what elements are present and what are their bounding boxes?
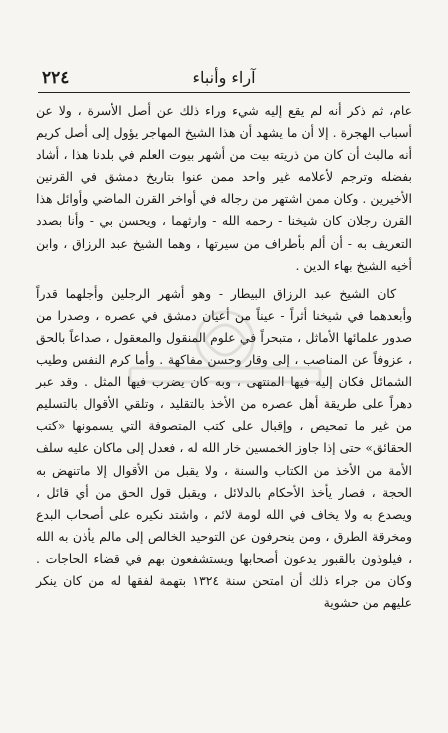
paragraph-1: عام، ثم ذكر أنه لم يقع إليه شيء وراء ذلك عن أصل الأسرة ، ولا عن أسباب الهجرة . إلا أن ما يشهد أن هذا الشيخ المهاجر يؤول إلى أصل كريم أنه مالبث أن كان من ذريته بيت من أشهر بيوت العلم في بلدنا هذا ، أشاد بفضله وترجم لأعلامه غير واحد ممن عنوا بتاريخ دمشق في القرنين الأخيرين . وكان ممن اشتهر من رجاله في أواخر القرن الماضي وأوائل هذا القرن رجلان كان شيخنا - رحمه الله - وارثهما ، ويحسن بي - وأنا بصدد التعريف به - أن ألم بأطراف من سيرتها ، وهما الشيخ عبد الرزاق ، وابن أخيه الشيخ بهاء الدين .: [36, 103, 412, 273]
running-title: آراء وأنباء: [192, 68, 256, 87]
body-text: [36, 100, 412, 614]
page-number: ٢٢٤: [42, 68, 70, 88]
paragraph-2: كان الشيخ عبد الرزاق البيطار - وهو أشهر الرجلين وأجلهما قدراً وأبعدهما في شيخنا أثراً - عيناً من أعيان دمشق في عصره ، وصدرا من صدور علمائها الأماثل ، متبحراً في علوم المنقول والمعقول ، صداعاً بالحق ، عزوفاً عن المناصب ، إلى وقار وحسن مفاكهة . وأما كرم النفس وطيب الشمائل فكان إليه فيها المنتهى ، وبه كان يضرب فيها المثل . وقد عبر دهراً على طريقة أهل عصره من الأخذ بالتقليد ، وتلقي الأقوال بالتسليم من غير ما تمحيص ، وإقبال على كتب المتصوفة التي يسمونها «كتب الحقائق» حتى إذا جاوز الخمسين خار الله له ، فعدل إلى ماكان عليه سلف الأمة من الأخذ من الكتاب والسنة ، ولا يقبل من الأقوال إلا ماتنهض به الحجة ، فصار يأخذ الأحكام بالدلائل ، ويقبل قول الحق من أي قائل ، ويصدع به ولا يخاف في الله لومة لائم ، واشتد نكيره على أصحاب البدع ومخرقة الطرق ، ومن ينحرفون عن التوحيد الخالص إلى مالم يأذن به الله ، فيلوذون بالقبور يدعون أصحابها ويستشفعون بهم في قضاء الحاجات . وكان من جراء ذلك أن امتحن سنة ١٣٢٤ بتهمة لفقها له من كان ينكر عليهم من حشوية: [36, 285, 413, 611]
page-header: [38, 66, 410, 93]
